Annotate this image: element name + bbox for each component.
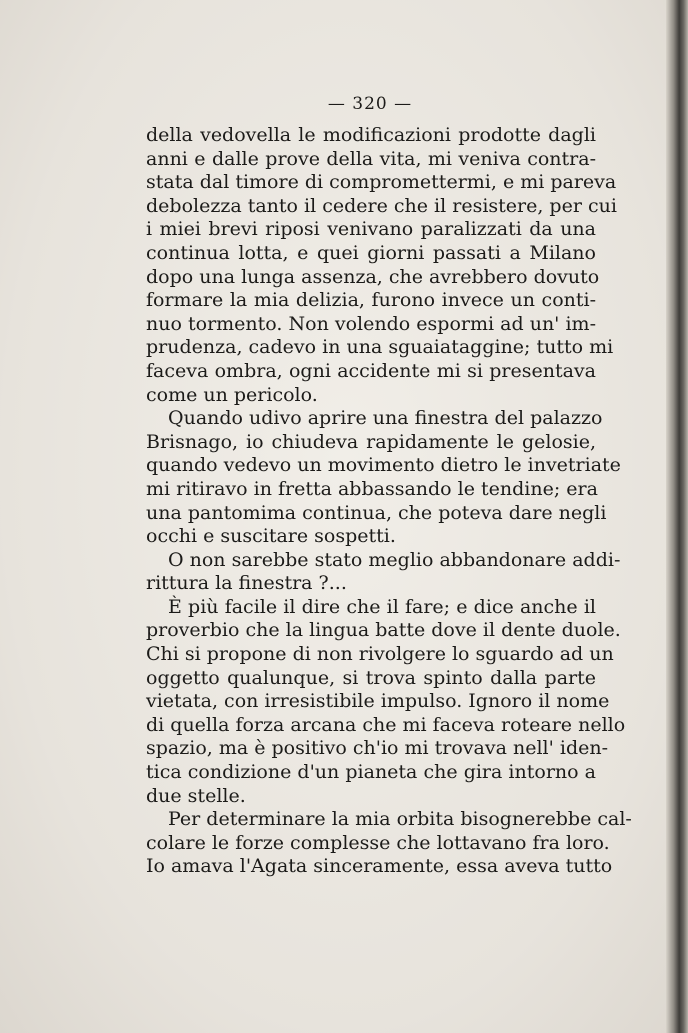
text-line: anni e dalle prove della vita, mi veniva contra-	[146, 147, 596, 170]
text-line: della vedovella le modificazioni prodotte dagli	[146, 124, 596, 146]
text-line: mi ritiravo in fretta abbassando le tendine; era	[146, 477, 598, 500]
text-line: Per determinare la mia orbita bisognerebbe cal-	[168, 808, 632, 831]
text-line: Quando udivo aprire una finestra del palazzo	[168, 407, 603, 430]
text-line: debolezza tanto il cedere che il resistere, per cui	[146, 194, 617, 217]
text-line: proverbio che la lingua batte dove il dente duole.	[146, 619, 621, 642]
text-line: di quella forza arcana che mi faceva roteare nello	[146, 713, 626, 736]
text-line: una pantomima continua, che poteva dare negli	[146, 501, 607, 524]
text-line: Chi si propone di non rivolgere lo sguardo ad un	[146, 643, 614, 666]
text-line: colare le forze complesse che lottavano fra loro.	[146, 831, 610, 854]
text-line: Io amava l'Agata sinceramente, essa aveva tutto	[146, 855, 613, 878]
text-line: formare la mia delizia, furono invece un conti-	[146, 289, 596, 312]
text-line: faceva ombra, ogni accidente mi si presentava	[146, 359, 596, 382]
text-line: oggetto qualunque, si trova spinto dalla parte	[146, 666, 596, 689]
text-line: È più facile il dire che il fare; e dice anche il	[168, 595, 596, 618]
binding-shadow	[666, 0, 688, 1033]
text-line: Brisnago, io chiudeva rapidamente le gelosie,	[146, 430, 596, 453]
text-line: come un pericolo.	[146, 383, 318, 406]
text-line: dopo una lunga assenza, che avrebbero dovuto	[146, 265, 600, 288]
text-line: rittura la finestra ?...	[146, 572, 347, 595]
text-line: nuo tormento. Non volendo espormi ad un' im-	[146, 312, 596, 335]
text-line: i miei brevi riposi venivano paralizzati da una	[146, 218, 596, 241]
text-line: vietata, con irresistibile impulso. Ignoro il nome	[146, 690, 610, 713]
text-line: due stelle.	[146, 784, 246, 807]
body-text	[146, 124, 632, 879]
text-line: prudenza, cadevo in una sguaiataggine; tutto mi	[146, 336, 614, 359]
page-number: — 320 —	[327, 94, 413, 114]
text-line: quando vedevo un movimento dietro le invetriate	[146, 454, 621, 477]
text-line: spazio, ma è positivo ch'io mi trovava nell' iden-	[146, 737, 609, 760]
text-line: O non sarebbe stato meglio abbandonare addi-	[168, 548, 621, 571]
text-line: tica condizione d'un pianeta che gira intorno a	[146, 761, 596, 784]
text-line: occhi e suscitare sospetti.	[146, 525, 396, 548]
text-line: continua lotta, e quei giorni passati a Milano	[146, 241, 596, 264]
text-line: stata dal timore di compromettermi, e mi pareva	[146, 171, 617, 194]
